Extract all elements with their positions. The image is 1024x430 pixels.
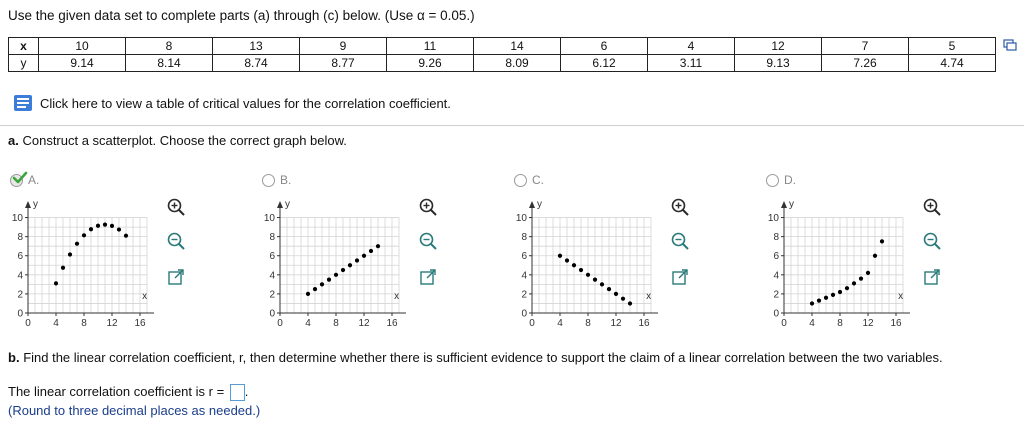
radio-option-c[interactable]: [514, 174, 527, 187]
y-tick-label: 8: [269, 232, 275, 244]
y-tick-label: 10: [767, 213, 779, 225]
y-tick-label: 10: [263, 213, 275, 225]
y-tick-label: 6: [521, 251, 527, 263]
x-tick-label: 8: [81, 318, 87, 329]
y-tick-label: 2: [773, 289, 779, 301]
answer-line: [8, 384, 248, 401]
x-tick-label: 12: [358, 318, 370, 329]
data-point: [880, 239, 884, 243]
y-axis-label: y: [285, 199, 290, 210]
part-a-prompt: [8, 133, 347, 148]
table-row-x: [9, 38, 996, 55]
popout-icon[interactable]: [670, 267, 690, 287]
y-tick-label: 8: [17, 232, 23, 244]
x-tick-label: 16: [638, 318, 650, 329]
zoom-in-icon[interactable]: [418, 197, 438, 217]
table-cell-x: 6: [561, 38, 648, 55]
data-point: [607, 287, 611, 291]
x-tick-label: 12: [106, 318, 118, 329]
data-point: [558, 254, 562, 258]
table-cell-y: 8.09: [474, 55, 561, 72]
zoom-in-icon[interactable]: [922, 197, 942, 217]
part-b-prompt: [8, 350, 943, 365]
option-b-letter: B.: [280, 173, 292, 187]
data-point: [376, 244, 380, 248]
data-point: [103, 223, 107, 227]
radio-option-d[interactable]: [766, 174, 779, 187]
x-tick-label: 16: [134, 318, 146, 329]
data-point: [89, 227, 93, 231]
x-axis-label: x: [142, 291, 148, 302]
table-cell-y: 8.14: [126, 55, 213, 72]
x-tick-label: 0: [529, 318, 535, 329]
table-cell-y: 7.26: [822, 55, 909, 72]
x-tick-label: 4: [53, 318, 59, 329]
data-point: [124, 234, 128, 238]
x-tick-label: 0: [277, 318, 283, 329]
data-point: [852, 281, 856, 285]
x-axis-label: x: [898, 291, 904, 302]
option-d-letter: D.: [784, 173, 796, 187]
x-tick-label: 8: [837, 318, 843, 329]
data-point: [579, 268, 583, 272]
scatterplot-d: [756, 193, 916, 333]
data-point: [82, 233, 86, 237]
data-point: [355, 258, 359, 262]
part-b-label: b.: [8, 350, 20, 365]
data-point: [54, 281, 58, 285]
zoom-out-icon[interactable]: [922, 231, 942, 251]
x-tick-label: 4: [557, 318, 563, 329]
zoom-out-icon[interactable]: [670, 231, 690, 251]
y-header: y: [9, 55, 39, 72]
data-point: [75, 242, 79, 246]
data-point: [845, 286, 849, 290]
table-cell-y: 8.77: [300, 55, 387, 72]
y-tick-label: 2: [521, 289, 527, 301]
data-point: [306, 292, 310, 296]
data-point: [859, 277, 863, 281]
scatterplot-b: [252, 193, 412, 333]
table-cell-x: 11: [387, 38, 474, 55]
x-tick-label: 16: [386, 318, 398, 329]
x-tick-label: 0: [781, 318, 787, 329]
table-cell-x: 7: [822, 38, 909, 55]
part-a-text: Construct a scatterplot. Choose the correct graph below.: [22, 133, 347, 148]
y-axis-arrow: [781, 201, 787, 208]
y-tick-label: 4: [17, 270, 23, 282]
y-tick-label: 4: [773, 270, 779, 282]
zoom-in-icon[interactable]: [166, 197, 186, 217]
x-tick-label: 4: [809, 318, 815, 329]
option-c-letter: C.: [532, 173, 544, 187]
data-point: [565, 258, 569, 262]
x-tick-label: 0: [25, 318, 31, 329]
table-row-y: [9, 55, 996, 72]
data-point: [369, 249, 373, 253]
data-point: [341, 268, 345, 272]
popout-icon[interactable]: [418, 267, 438, 287]
scatterplot-c: [504, 193, 664, 333]
data-point: [810, 301, 814, 305]
data-point: [110, 224, 114, 228]
data-point: [313, 287, 317, 291]
data-point: [838, 290, 842, 294]
zoom-out-icon[interactable]: [418, 231, 438, 251]
option-a-letter: A.: [28, 173, 40, 187]
x-tick-label: 12: [610, 318, 622, 329]
data-point: [614, 292, 618, 296]
data-table: [8, 37, 996, 72]
table-cell-y: 9.26: [387, 55, 474, 72]
data-point: [320, 282, 324, 286]
y-tick-label: 6: [269, 251, 275, 263]
y-tick-label: 4: [521, 270, 527, 282]
data-point: [572, 263, 576, 267]
zoom-out-icon[interactable]: [166, 231, 186, 251]
y-axis-arrow: [277, 201, 283, 208]
popout-icon[interactable]: [166, 267, 186, 287]
y-tick-label: 0: [17, 308, 23, 320]
data-point: [824, 296, 828, 300]
correlation-answer-input[interactable]: [230, 384, 245, 401]
option-b: [252, 171, 492, 341]
data-point: [117, 227, 121, 231]
data-point: [68, 252, 72, 256]
critical-values-link[interactable]: Click here to view a table of critical values for the correlation coefficient.: [40, 96, 451, 111]
data-point: [586, 273, 590, 277]
instructions-text: Use the given data set to complete parts (a) through (c) below. (Use α = 0.05.): [8, 8, 475, 23]
y-axis-label: y: [537, 199, 542, 210]
x-tick-label: 8: [585, 318, 591, 329]
table-cell-x: 8: [126, 38, 213, 55]
checkmark-icon: [12, 170, 28, 186]
data-point: [593, 277, 597, 281]
y-tick-label: 6: [773, 251, 779, 263]
table-cell-x: 13: [213, 38, 300, 55]
y-tick-label: 8: [521, 232, 527, 244]
popout-icon[interactable]: [922, 267, 942, 287]
answer-suffix: .: [244, 384, 249, 399]
data-point: [96, 224, 100, 228]
data-point: [621, 297, 625, 301]
table-cell-y: 9.14: [39, 55, 126, 72]
part-b-text: Find the linear correlation coefficient, r, then determine whether there is sufficient evidence to support the claim of a linear correlation between the two variables.: [23, 350, 943, 365]
table-cell-y: 9.13: [735, 55, 822, 72]
data-point: [831, 293, 835, 297]
data-point: [362, 254, 366, 258]
x-header: x: [9, 38, 39, 55]
part-a-label: a.: [8, 133, 19, 148]
book-icon[interactable]: [12, 93, 34, 113]
y-tick-label: 0: [773, 308, 779, 320]
x-tick-label: 8: [333, 318, 339, 329]
table-cell-y: 8.74: [213, 55, 300, 72]
y-axis-arrow: [25, 201, 31, 208]
y-tick-label: 2: [17, 289, 23, 301]
data-point: [348, 263, 352, 267]
x-tick-label: 16: [890, 318, 902, 329]
table-cell-y: 3.11: [648, 55, 735, 72]
answer-prompt: The linear correlation coefficient is r =: [8, 384, 225, 399]
y-tick-label: 0: [269, 308, 275, 320]
data-point: [61, 266, 65, 270]
y-tick-label: 6: [17, 251, 23, 263]
x-tick-label: 12: [862, 318, 874, 329]
table-cell-x: 14: [474, 38, 561, 55]
option-a: [0, 171, 240, 341]
data-point: [866, 271, 870, 275]
option-c: [504, 171, 744, 341]
y-tick-label: 0: [521, 308, 527, 320]
radio-option-b[interactable]: [262, 174, 275, 187]
data-point: [628, 301, 632, 305]
table-cell-x: 5: [909, 38, 996, 55]
option-d: [756, 171, 996, 341]
y-tick-label: 8: [773, 232, 779, 244]
y-axis-label: y: [789, 199, 794, 210]
copy-icon[interactable]: [1003, 39, 1017, 51]
data-point: [873, 254, 877, 258]
data-point: [327, 277, 331, 281]
y-tick-label: 4: [269, 270, 275, 282]
rounding-note: (Round to three decimal places as needed.): [8, 403, 261, 418]
scatterplot-a: [0, 193, 160, 333]
y-tick-label: 10: [515, 213, 527, 225]
y-axis-label: y: [33, 199, 38, 210]
table-cell-x: 9: [300, 38, 387, 55]
x-axis-label: x: [646, 291, 652, 302]
y-tick-label: 10: [11, 213, 23, 225]
table-cell-x: 10: [39, 38, 126, 55]
y-tick-label: 2: [269, 289, 275, 301]
x-tick-label: 4: [305, 318, 311, 329]
data-point: [600, 282, 604, 286]
x-axis-label: x: [394, 291, 400, 302]
table-cell-y: 6.12: [561, 55, 648, 72]
data-point: [334, 273, 338, 277]
table-cell-y: 4.74: [909, 55, 996, 72]
data-point: [817, 298, 821, 302]
y-axis-arrow: [529, 201, 535, 208]
table-cell-x: 12: [735, 38, 822, 55]
table-cell-x: 4: [648, 38, 735, 55]
zoom-in-icon[interactable]: [670, 197, 690, 217]
divider: [0, 125, 1024, 126]
